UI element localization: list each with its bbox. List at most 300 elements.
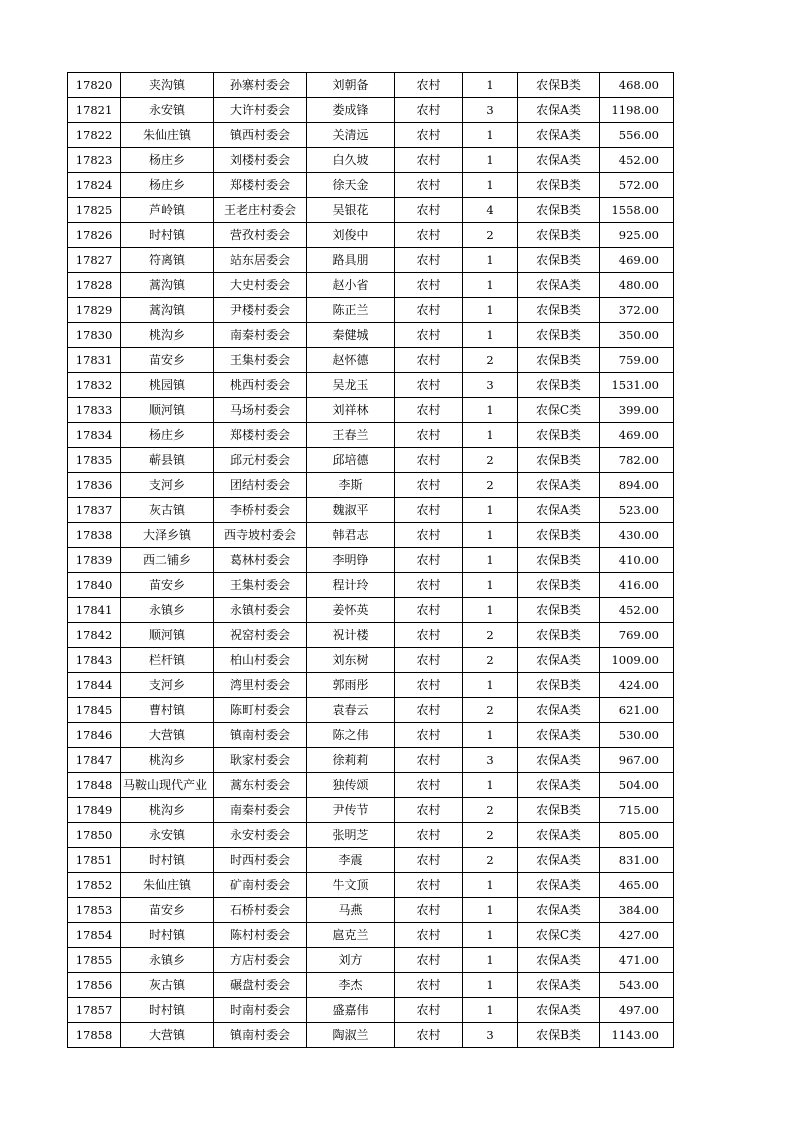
village-committee-cell: 营孜村委会 — [214, 223, 307, 248]
household-count-cell: 1 — [463, 948, 518, 973]
insurance-category-cell: 农保B类 — [518, 298, 600, 323]
record-id-cell: 17846 — [68, 723, 121, 748]
insurance-category-cell: 农保B类 — [518, 523, 600, 548]
record-id-cell: 17841 — [68, 598, 121, 623]
table-row — [68, 198, 674, 223]
household-count-cell: 2 — [463, 223, 518, 248]
area-type-cell: 农村 — [395, 348, 463, 373]
table-row — [68, 973, 674, 998]
record-id-cell: 17845 — [68, 698, 121, 723]
name-cell: 牛文顶 — [307, 873, 395, 898]
village-committee-cell: 站东居委会 — [214, 248, 307, 273]
name-cell: 邱培德 — [307, 448, 395, 473]
table-row — [68, 923, 674, 948]
table-row — [68, 323, 674, 348]
household-count-cell: 1 — [463, 298, 518, 323]
table-row — [68, 698, 674, 723]
village-committee-cell: 祝窑村委会 — [214, 623, 307, 648]
table-row — [68, 173, 674, 198]
insurance-category-cell: 农保B类 — [518, 248, 600, 273]
record-id-cell: 17838 — [68, 523, 121, 548]
household-count-cell: 1 — [463, 723, 518, 748]
name-cell: 刘朝备 — [307, 73, 395, 98]
record-id-cell: 17853 — [68, 898, 121, 923]
town-cell: 顺河镇 — [121, 623, 214, 648]
town-cell: 朱仙庄镇 — [121, 123, 214, 148]
village-committee-cell: 镇南村委会 — [214, 723, 307, 748]
town-cell: 苗安乡 — [121, 348, 214, 373]
amount-cell: 480.00 — [600, 273, 674, 298]
area-type-cell: 农村 — [395, 373, 463, 398]
area-type-cell: 农村 — [395, 798, 463, 823]
village-committee-cell: 时西村委会 — [214, 848, 307, 873]
household-count-cell: 1 — [463, 273, 518, 298]
household-count-cell: 1 — [463, 773, 518, 798]
town-cell: 芦岭镇 — [121, 198, 214, 223]
insurance-category-cell: 农保A类 — [518, 123, 600, 148]
area-type-cell: 农村 — [395, 398, 463, 423]
amount-cell: 469.00 — [600, 248, 674, 273]
record-id-cell: 17829 — [68, 298, 121, 323]
amount-cell: 471.00 — [600, 948, 674, 973]
amount-cell: 805.00 — [600, 823, 674, 848]
insurance-category-cell: 农保B类 — [518, 548, 600, 573]
area-type-cell: 农村 — [395, 898, 463, 923]
name-cell: 赵怀德 — [307, 348, 395, 373]
area-type-cell: 农村 — [395, 848, 463, 873]
village-committee-cell: 方店村委会 — [214, 948, 307, 973]
household-count-cell: 1 — [463, 998, 518, 1023]
insurance-category-cell: 农保B类 — [518, 673, 600, 698]
table-row — [68, 123, 674, 148]
record-id-cell: 17836 — [68, 473, 121, 498]
area-type-cell: 农村 — [395, 698, 463, 723]
town-cell: 支河乡 — [121, 473, 214, 498]
table-row — [68, 98, 674, 123]
record-id-cell: 17828 — [68, 273, 121, 298]
table-row — [68, 648, 674, 673]
record-id-cell: 17843 — [68, 648, 121, 673]
village-committee-cell: 葛林村委会 — [214, 548, 307, 573]
insurance-category-cell: 农保A类 — [518, 723, 600, 748]
amount-cell: 1143.00 — [600, 1023, 674, 1048]
household-count-cell: 3 — [463, 373, 518, 398]
household-count-cell: 1 — [463, 123, 518, 148]
village-committee-cell: 南秦村委会 — [214, 323, 307, 348]
amount-cell: 452.00 — [600, 148, 674, 173]
name-cell: 李杰 — [307, 973, 395, 998]
name-cell: 白久坡 — [307, 148, 395, 173]
record-id-cell: 17844 — [68, 673, 121, 698]
area-type-cell: 农村 — [395, 473, 463, 498]
area-type-cell: 农村 — [395, 73, 463, 98]
name-cell: 姜怀英 — [307, 598, 395, 623]
insurance-category-cell: 农保B类 — [518, 798, 600, 823]
record-id-cell: 17834 — [68, 423, 121, 448]
village-committee-cell: 尹楼村委会 — [214, 298, 307, 323]
village-committee-cell: 蒿东村委会 — [214, 773, 307, 798]
area-type-cell: 农村 — [395, 948, 463, 973]
table-row — [68, 248, 674, 273]
name-cell: 赵小省 — [307, 273, 395, 298]
insurance-category-cell: 农保B类 — [518, 223, 600, 248]
area-type-cell: 农村 — [395, 523, 463, 548]
insurance-category-cell: 农保A类 — [518, 698, 600, 723]
amount-cell: 1531.00 — [600, 373, 674, 398]
table-row — [68, 548, 674, 573]
area-type-cell: 农村 — [395, 773, 463, 798]
town-cell: 顺河镇 — [121, 398, 214, 423]
village-committee-cell: 西寺坡村委会 — [214, 523, 307, 548]
amount-cell: 759.00 — [600, 348, 674, 373]
record-id-cell: 17835 — [68, 448, 121, 473]
record-id-cell: 17847 — [68, 748, 121, 773]
town-cell: 永安镇 — [121, 823, 214, 848]
household-count-cell: 2 — [463, 473, 518, 498]
record-id-cell: 17831 — [68, 348, 121, 373]
name-cell: 刘祥林 — [307, 398, 395, 423]
insurance-category-cell: 农保C类 — [518, 398, 600, 423]
household-count-cell: 3 — [463, 1023, 518, 1048]
table-row — [68, 148, 674, 173]
town-cell: 苗安乡 — [121, 573, 214, 598]
name-cell: 程计玲 — [307, 573, 395, 598]
table-row — [68, 223, 674, 248]
town-cell: 马鞍山现代产业 — [121, 773, 214, 798]
amount-cell: 769.00 — [600, 623, 674, 648]
household-count-cell: 1 — [463, 498, 518, 523]
table-row — [68, 398, 674, 423]
table-row — [68, 1023, 674, 1048]
insurance-category-cell: 农保B类 — [518, 448, 600, 473]
household-count-cell: 1 — [463, 873, 518, 898]
town-cell: 永镇乡 — [121, 598, 214, 623]
table-row — [68, 773, 674, 798]
town-cell: 大营镇 — [121, 723, 214, 748]
household-count-cell: 1 — [463, 973, 518, 998]
record-id-cell: 17848 — [68, 773, 121, 798]
insurance-category-cell: 农保A类 — [518, 973, 600, 998]
household-count-cell: 1 — [463, 548, 518, 573]
amount-cell: 427.00 — [600, 923, 674, 948]
village-committee-cell: 石桥村委会 — [214, 898, 307, 923]
insurance-category-cell: 农保B类 — [518, 623, 600, 648]
household-count-cell: 2 — [463, 348, 518, 373]
table-row — [68, 598, 674, 623]
area-type-cell: 农村 — [395, 623, 463, 648]
name-cell: 刘东树 — [307, 648, 395, 673]
town-cell: 灰古镇 — [121, 973, 214, 998]
table-row — [68, 273, 674, 298]
amount-cell: 894.00 — [600, 473, 674, 498]
record-id-cell: 17854 — [68, 923, 121, 948]
name-cell: 李明铮 — [307, 548, 395, 573]
name-cell: 娄成锋 — [307, 98, 395, 123]
amount-cell: 452.00 — [600, 598, 674, 623]
record-id-cell: 17840 — [68, 573, 121, 598]
amount-cell: 468.00 — [600, 73, 674, 98]
village-committee-cell: 王老庄村委会 — [214, 198, 307, 223]
name-cell: 独传颂 — [307, 773, 395, 798]
insurance-category-cell: 农保A类 — [518, 948, 600, 973]
village-committee-cell: 孙寨村委会 — [214, 73, 307, 98]
record-id-cell: 17850 — [68, 823, 121, 848]
town-cell: 时村镇 — [121, 223, 214, 248]
town-cell: 永安镇 — [121, 98, 214, 123]
record-id-cell: 17822 — [68, 123, 121, 148]
insurance-category-cell: 农保A类 — [518, 98, 600, 123]
record-id-cell: 17821 — [68, 98, 121, 123]
amount-cell: 384.00 — [600, 898, 674, 923]
insurance-category-cell: 农保A类 — [518, 648, 600, 673]
household-count-cell: 1 — [463, 173, 518, 198]
household-count-cell: 1 — [463, 423, 518, 448]
village-committee-cell: 湾里村委会 — [214, 673, 307, 698]
area-type-cell: 农村 — [395, 648, 463, 673]
name-cell: 陈之伟 — [307, 723, 395, 748]
name-cell: 尹传节 — [307, 798, 395, 823]
record-id-cell: 17856 — [68, 973, 121, 998]
household-count-cell: 3 — [463, 98, 518, 123]
area-type-cell: 农村 — [395, 873, 463, 898]
table-row — [68, 948, 674, 973]
record-id-cell: 17839 — [68, 548, 121, 573]
village-committee-cell: 柏山村委会 — [214, 648, 307, 673]
village-committee-cell: 桃西村委会 — [214, 373, 307, 398]
insurance-category-cell: 农保B类 — [518, 348, 600, 373]
insurance-category-cell: 农保A类 — [518, 148, 600, 173]
town-cell: 时村镇 — [121, 923, 214, 948]
amount-cell: 831.00 — [600, 848, 674, 873]
record-id-cell: 17823 — [68, 148, 121, 173]
record-id-cell: 17857 — [68, 998, 121, 1023]
amount-cell: 967.00 — [600, 748, 674, 773]
village-committee-cell: 永安村委会 — [214, 823, 307, 848]
town-cell: 支河乡 — [121, 673, 214, 698]
area-type-cell: 农村 — [395, 973, 463, 998]
name-cell: 李斯 — [307, 473, 395, 498]
amount-cell: 504.00 — [600, 773, 674, 798]
area-type-cell: 农村 — [395, 548, 463, 573]
insurance-category-cell: 农保A类 — [518, 498, 600, 523]
village-committee-cell: 刘楼村委会 — [214, 148, 307, 173]
name-cell: 韩君志 — [307, 523, 395, 548]
area-type-cell: 农村 — [395, 273, 463, 298]
town-cell: 符离镇 — [121, 248, 214, 273]
amount-cell: 572.00 — [600, 173, 674, 198]
amount-cell: 621.00 — [600, 698, 674, 723]
table-row — [68, 873, 674, 898]
amount-cell: 399.00 — [600, 398, 674, 423]
area-type-cell: 农村 — [395, 323, 463, 348]
area-type-cell: 农村 — [395, 823, 463, 848]
household-count-cell: 1 — [463, 73, 518, 98]
village-committee-cell: 郑楼村委会 — [214, 423, 307, 448]
record-id-cell: 17842 — [68, 623, 121, 648]
town-cell: 西二铺乡 — [121, 548, 214, 573]
town-cell: 桃沟乡 — [121, 748, 214, 773]
amount-cell: 715.00 — [600, 798, 674, 823]
name-cell: 袁春云 — [307, 698, 395, 723]
record-id-cell: 17833 — [68, 398, 121, 423]
table-row — [68, 73, 674, 98]
amount-cell: 497.00 — [600, 998, 674, 1023]
village-committee-cell: 王集村委会 — [214, 348, 307, 373]
household-count-cell: 1 — [463, 523, 518, 548]
table-row — [68, 823, 674, 848]
town-cell: 蒿沟镇 — [121, 298, 214, 323]
village-committee-cell: 时南村委会 — [214, 998, 307, 1023]
name-cell: 盛嘉伟 — [307, 998, 395, 1023]
insurance-category-cell: 农保A类 — [518, 748, 600, 773]
table-row — [68, 673, 674, 698]
village-committee-cell: 永镇村委会 — [214, 598, 307, 623]
town-cell: 杨庄乡 — [121, 173, 214, 198]
insurance-category-cell: 农保A类 — [518, 273, 600, 298]
name-cell: 刘方 — [307, 948, 395, 973]
area-type-cell: 农村 — [395, 1023, 463, 1048]
village-committee-cell: 陈町村委会 — [214, 698, 307, 723]
name-cell: 陈正兰 — [307, 298, 395, 323]
village-committee-cell: 邱元村委会 — [214, 448, 307, 473]
area-type-cell: 农村 — [395, 248, 463, 273]
insurance-category-cell: 农保A类 — [518, 848, 600, 873]
insurance-category-cell: 农保A类 — [518, 773, 600, 798]
household-count-cell: 2 — [463, 648, 518, 673]
town-cell: 夹沟镇 — [121, 73, 214, 98]
area-type-cell: 农村 — [395, 148, 463, 173]
household-count-cell: 2 — [463, 623, 518, 648]
town-cell: 桃沟乡 — [121, 323, 214, 348]
area-type-cell: 农村 — [395, 498, 463, 523]
insurance-category-cell: 农保B类 — [518, 423, 600, 448]
town-cell: 栏杆镇 — [121, 648, 214, 673]
household-count-cell: 2 — [463, 823, 518, 848]
household-count-cell: 2 — [463, 448, 518, 473]
record-id-cell: 17852 — [68, 873, 121, 898]
table-row — [68, 448, 674, 473]
amount-cell: 1009.00 — [600, 648, 674, 673]
area-type-cell: 农村 — [395, 673, 463, 698]
town-cell: 杨庄乡 — [121, 423, 214, 448]
village-committee-cell: 王集村委会 — [214, 573, 307, 598]
town-cell: 大营镇 — [121, 1023, 214, 1048]
insurance-category-cell: 农保B类 — [518, 73, 600, 98]
name-cell: 马燕 — [307, 898, 395, 923]
table-row — [68, 998, 674, 1023]
records-table-body — [68, 73, 674, 1048]
amount-cell: 543.00 — [600, 973, 674, 998]
amount-cell: 424.00 — [600, 673, 674, 698]
table-row — [68, 848, 674, 873]
insurance-category-cell: 农保B类 — [518, 573, 600, 598]
town-cell: 曹村镇 — [121, 698, 214, 723]
area-type-cell: 农村 — [395, 123, 463, 148]
town-cell: 朱仙庄镇 — [121, 873, 214, 898]
town-cell: 桃沟乡 — [121, 798, 214, 823]
village-committee-cell: 李桥村委会 — [214, 498, 307, 523]
record-id-cell: 17832 — [68, 373, 121, 398]
village-committee-cell: 团结村委会 — [214, 473, 307, 498]
town-cell: 苗安乡 — [121, 898, 214, 923]
record-id-cell: 17830 — [68, 323, 121, 348]
amount-cell: 556.00 — [600, 123, 674, 148]
name-cell: 吴银花 — [307, 198, 395, 223]
area-type-cell: 农村 — [395, 923, 463, 948]
household-count-cell: 1 — [463, 148, 518, 173]
household-count-cell: 2 — [463, 698, 518, 723]
insurance-category-cell: 农保A类 — [518, 873, 600, 898]
table-row — [68, 473, 674, 498]
name-cell: 关清远 — [307, 123, 395, 148]
insurance-category-cell: 农保B类 — [518, 198, 600, 223]
name-cell: 陶淑兰 — [307, 1023, 395, 1048]
record-id-cell: 17826 — [68, 223, 121, 248]
area-type-cell: 农村 — [395, 173, 463, 198]
household-count-cell: 1 — [463, 673, 518, 698]
village-committee-cell: 马场村委会 — [214, 398, 307, 423]
area-type-cell: 农村 — [395, 573, 463, 598]
village-committee-cell: 大史村委会 — [214, 273, 307, 298]
village-committee-cell: 镇西村委会 — [214, 123, 307, 148]
village-committee-cell: 镇南村委会 — [214, 1023, 307, 1048]
area-type-cell: 农村 — [395, 748, 463, 773]
record-id-cell: 17824 — [68, 173, 121, 198]
area-type-cell: 农村 — [395, 723, 463, 748]
household-count-cell: 1 — [463, 323, 518, 348]
household-count-cell: 4 — [463, 198, 518, 223]
name-cell: 徐莉莉 — [307, 748, 395, 773]
table-row — [68, 723, 674, 748]
records-table — [67, 72, 674, 1048]
household-count-cell: 1 — [463, 248, 518, 273]
name-cell: 魏淑平 — [307, 498, 395, 523]
name-cell: 李震 — [307, 848, 395, 873]
record-id-cell: 17851 — [68, 848, 121, 873]
household-count-cell: 2 — [463, 798, 518, 823]
name-cell: 路具朋 — [307, 248, 395, 273]
amount-cell: 372.00 — [600, 298, 674, 323]
name-cell: 张明芝 — [307, 823, 395, 848]
area-type-cell: 农村 — [395, 298, 463, 323]
name-cell: 吴龙玉 — [307, 373, 395, 398]
household-count-cell: 3 — [463, 748, 518, 773]
village-committee-cell: 碾盘村委会 — [214, 973, 307, 998]
insurance-category-cell: 农保B类 — [518, 173, 600, 198]
name-cell: 秦健城 — [307, 323, 395, 348]
area-type-cell: 农村 — [395, 598, 463, 623]
name-cell: 扈克兰 — [307, 923, 395, 948]
town-cell: 时村镇 — [121, 998, 214, 1023]
record-id-cell: 17855 — [68, 948, 121, 973]
record-id-cell: 17837 — [68, 498, 121, 523]
village-committee-cell: 陈村村委会 — [214, 923, 307, 948]
amount-cell: 925.00 — [600, 223, 674, 248]
village-committee-cell: 矿南村委会 — [214, 873, 307, 898]
town-cell: 永镇乡 — [121, 948, 214, 973]
record-id-cell: 17825 — [68, 198, 121, 223]
town-cell: 蕲县镇 — [121, 448, 214, 473]
household-count-cell: 1 — [463, 923, 518, 948]
record-id-cell: 17858 — [68, 1023, 121, 1048]
table-row — [68, 298, 674, 323]
name-cell: 刘俊中 — [307, 223, 395, 248]
amount-cell: 1198.00 — [600, 98, 674, 123]
area-type-cell: 农村 — [395, 423, 463, 448]
village-committee-cell: 郑楼村委会 — [214, 173, 307, 198]
table-row — [68, 748, 674, 773]
area-type-cell: 农村 — [395, 223, 463, 248]
